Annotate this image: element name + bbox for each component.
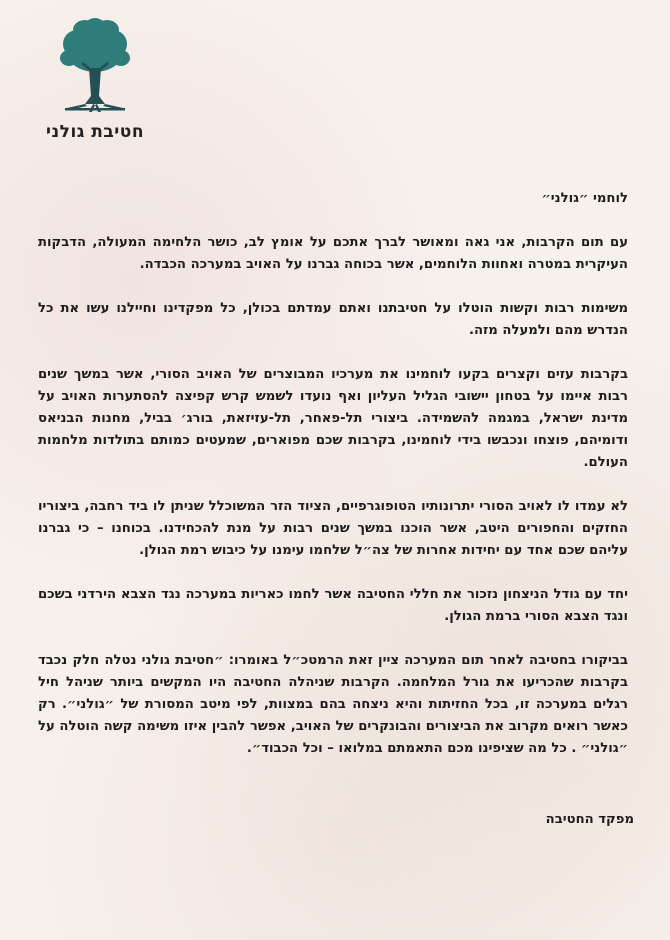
brigade-name: חטיבת גולני bbox=[45, 122, 145, 142]
paragraph: לא עמדו לו לאויב הסורי יתרונותיו הטופוגרפיים, הציוד הזר המשוכלל שניתן לו ביד רחבה, ביצוריו החזקים והחפורים היטב, אשר הוכנו במשך שנים רבות על מנת להכחידנו. בכוחנו – כי גברנו עליהם שכם אחד עם יחידות אחרות של צה״ל שלחמו עימנו על כיבוש רמת הגולן. bbox=[38, 499, 628, 558]
paragraph: בקרבות עזים וקצרים בקעו לוחמינו את מערכיו המבוצרים של האויב הסורי, אשר במשך שנים רבות איימו על בטחון יישובי הגליל העליון ואף נועדו לשמש קרש קפיצה להסתערות האויב על מדינת ישראל, במגמה להשמידה. ביצורי תל-פאחר, תל-עזיזאת, בורג׳ בביל, מחנות הבניאס ודומיהם, פוצחו ונכבשו בידי לוחמינו, בקרבות שכם מפוארים, שמעטים כמותם בתולדות מלחמות העולם. bbox=[38, 367, 628, 470]
signature: מפקד החטיבה bbox=[545, 812, 634, 827]
paragraph: עם תום הקרבות, אני גאה ומאושר לברך אתכם על אומץ לב, כושר הלחימה המעולה, הדבקות העיקרית במטרה ואחוות הלוחמים, אשר בכוחה גברנו על האויב במערכה הכבדה. bbox=[38, 235, 628, 272]
paragraph: משימות רבות וקשות הוטלו על חטיבתנו ואתם עמדתם בכולן, כל מפקדינו וחיילנו עשו את כל הנדרש מהם ולמעלה מזה. bbox=[38, 301, 628, 338]
salutation: לוחמי ״גולני״ bbox=[541, 191, 628, 206]
tree-icon bbox=[55, 18, 135, 114]
paragraph: בביקורו בחטיבה לאחר תום המערכה ציין זאת הרמטכ״ל באומרו: ״חטיבת גולני נטלה חלק נכבד בקרבות שהכריעו את גורל המלחמה. הקרבות שניהלה החטיבה היו המקשים ביותר שניהל חיל רגלים במערכה זו, בכל החזיתות והיא ניצחה בהם במצוות, לפי מיטב המסורת של ״גולני״. רק כאשר רואים מקרוב את הביצורים והבונקרים של האויב, אפשר להבין איזו משימה קשה הוטלה על ״גולני״ . כל מה שציפינו מכם התאמתם במלואו – וכל הכבוד״. bbox=[38, 653, 628, 756]
letter-body bbox=[38, 188, 628, 782]
brigade-emblem bbox=[40, 18, 150, 142]
paragraph: יחד עם גודל הניצחון נזכור את חללי החטיבה אשר לחמו כאריות במערכה נגד הצבא הירדני בשכם ונגד הצבא הסורי ברמת הגולן. bbox=[38, 587, 628, 624]
